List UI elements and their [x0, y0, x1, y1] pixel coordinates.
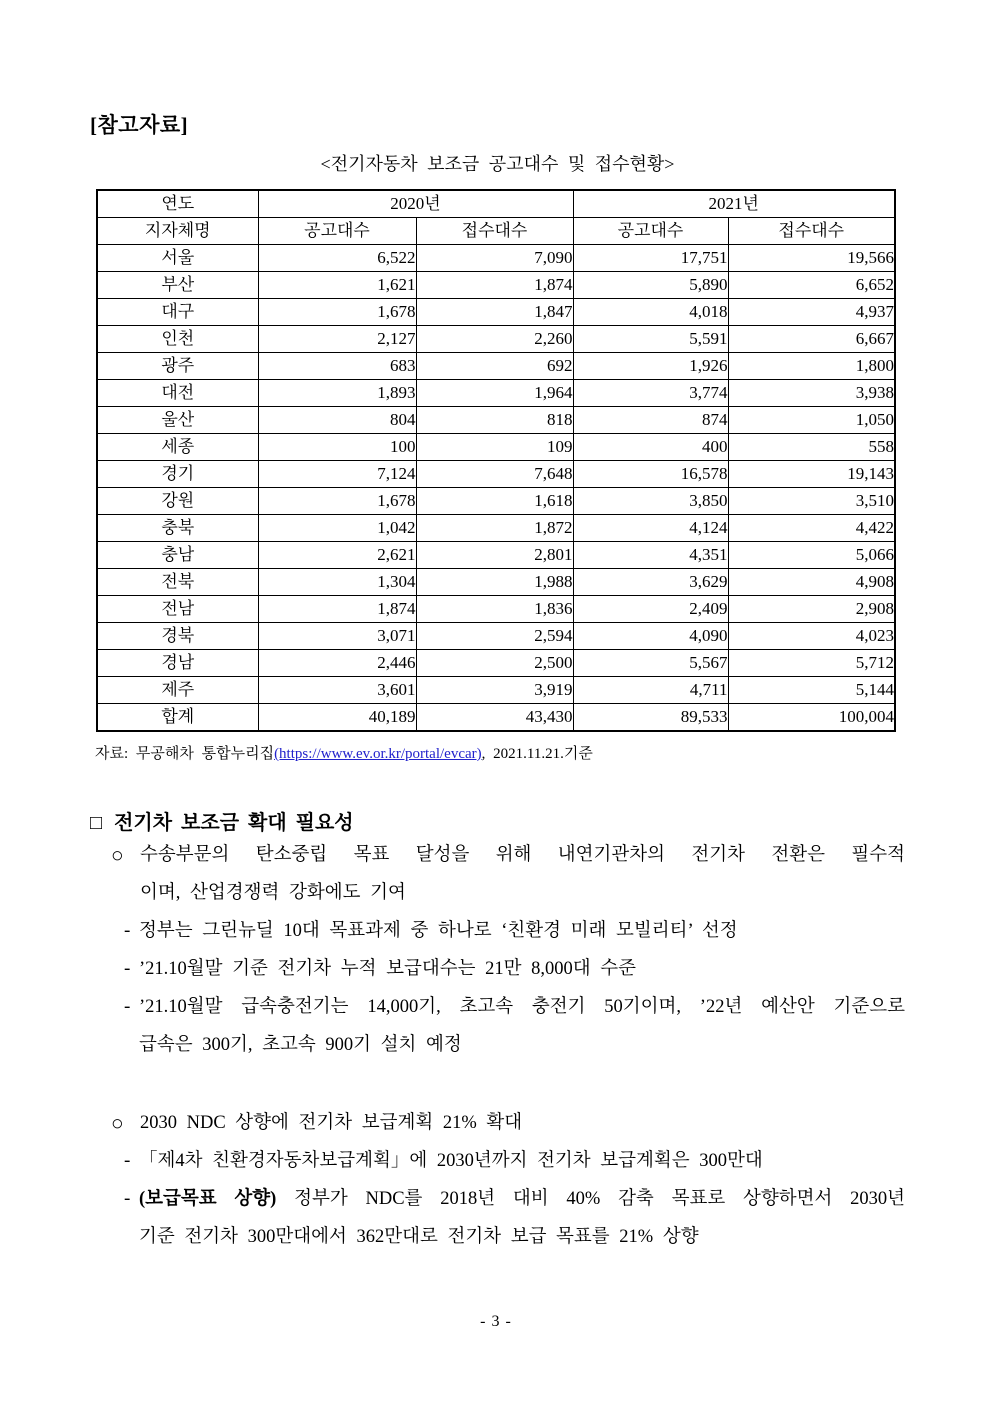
table-row [97, 434, 895, 461]
region-cell: 강원 [97, 488, 258, 515]
value-cell: 5,712 [728, 650, 895, 677]
value-cell: 874 [573, 407, 728, 434]
value-cell: 1,304 [258, 569, 416, 596]
value-cell: 1,678 [258, 488, 416, 515]
value-cell: 4,711 [573, 677, 728, 704]
value-cell: 1,050 [728, 407, 895, 434]
bullet-line: 정부는 그린뉴딜 10대 목표과제 중 하나로 ‘친환경 미래 모빌리티’ 선정 [139, 921, 738, 941]
value-cell: 3,850 [573, 488, 728, 515]
value-cell: 5,591 [573, 326, 728, 353]
value-cell: 2,409 [573, 596, 728, 623]
value-cell: 89,533 [573, 704, 728, 732]
value-cell: 400 [573, 434, 728, 461]
table-header-row-columns [97, 218, 895, 245]
value-cell: 1,926 [573, 353, 728, 380]
value-cell: 4,090 [573, 623, 728, 650]
announced-2020-header-cell: 공고대수 [258, 218, 416, 245]
spacer [90, 1064, 905, 1104]
value-cell: 5,144 [728, 677, 895, 704]
bullet-line [139, 1180, 905, 1218]
text-segment: 정부가 NDC를 2018년 대비 40% 감축 목표로 상향하면서 2030년 [276, 1189, 905, 1209]
square-bullet-icon: □ [90, 812, 103, 834]
value-cell: 5,066 [728, 542, 895, 569]
dash-bullet-icon: - [124, 920, 131, 941]
sub-bullet-item [90, 912, 905, 950]
dash-bullet-icon: - [124, 1150, 131, 1171]
table-row [97, 488, 895, 515]
year-2021-header-cell: 2021년 [573, 190, 895, 218]
value-cell: 109 [416, 434, 573, 461]
value-cell: 100 [258, 434, 416, 461]
value-cell: 1,893 [258, 380, 416, 407]
bullet-line: 이며, 산업경쟁력 강화에도 기여 [140, 883, 406, 903]
value-cell: 19,143 [728, 461, 895, 488]
region-cell: 대구 [97, 299, 258, 326]
value-cell: 2,621 [258, 542, 416, 569]
value-cell: 3,919 [416, 677, 573, 704]
value-cell: 4,937 [728, 299, 895, 326]
value-cell: 4,023 [728, 623, 895, 650]
value-cell: 2,500 [416, 650, 573, 677]
sub-bullet-item [90, 1142, 905, 1180]
table-row [97, 461, 895, 488]
announced-2021-header-cell: 공고대수 [573, 218, 728, 245]
value-cell: 7,124 [258, 461, 416, 488]
table-row [97, 272, 895, 299]
value-cell: 2,594 [416, 623, 573, 650]
value-cell: 1,621 [258, 272, 416, 299]
ev-subsidy-table [96, 189, 896, 732]
value-cell: 1,618 [416, 488, 573, 515]
sub-bullet-item [90, 988, 905, 1064]
bold-segment: (보급목표 상향) [139, 1189, 277, 1209]
value-cell: 2,127 [258, 326, 416, 353]
table-title: <전기자동차 보조금 공고대수 및 접수현황> [320, 154, 675, 174]
received-2021-header-cell: 접수대수 [728, 218, 895, 245]
value-cell: 4,351 [573, 542, 728, 569]
value-cell: 1,964 [416, 380, 573, 407]
sub-bullet-item [90, 950, 905, 988]
table-row [97, 623, 895, 650]
region-cell: 제주 [97, 677, 258, 704]
value-cell: 1,874 [416, 272, 573, 299]
value-cell: 2,260 [416, 326, 573, 353]
value-cell: 3,510 [728, 488, 895, 515]
value-cell: 1,847 [416, 299, 573, 326]
region-cell: 울산 [97, 407, 258, 434]
bullet-line: 「제4차 친환경자동차보급계획」에 2030년까지 전기차 보급계획은 300만대 [139, 1151, 763, 1171]
region-header-cell: 지자체명 [97, 218, 258, 245]
dash-bullet-icon: - [124, 996, 131, 1017]
value-cell: 1,800 [728, 353, 895, 380]
value-cell: 1,836 [416, 596, 573, 623]
value-cell: 7,648 [416, 461, 573, 488]
doc-title: [참고자료] [90, 113, 189, 137]
bullet-line: 기준 전기차 300만대에서 362만대로 전기차 보급 목표를 21% 상향 [139, 1227, 699, 1247]
bullet-line: ’21.10월말 기준 전기차 누적 보급대수는 21만 8,000대 수준 [139, 959, 636, 979]
value-cell: 2,801 [416, 542, 573, 569]
bullet-line: ’21.10월말 급속충전기는 14,000기, 초고속 충전기 50기이며, ’22년 예산안 기준으로 [139, 997, 905, 1017]
source-note [95, 744, 905, 764]
source-suffix: , 2021.11.21.기준 [481, 746, 593, 762]
circle-bullet-icon: ○ [111, 843, 124, 867]
value-cell: 683 [258, 353, 416, 380]
value-cell: 7,090 [416, 245, 573, 272]
value-cell: 1,872 [416, 515, 573, 542]
region-cell: 경기 [97, 461, 258, 488]
table-row [97, 299, 895, 326]
received-2020-header-cell: 접수대수 [416, 218, 573, 245]
table-row [97, 596, 895, 623]
value-cell: 40,189 [258, 704, 416, 732]
value-cell: 692 [416, 353, 573, 380]
section-title: 전기차 보조금 확대 필요성 [114, 812, 354, 834]
bullet-item [90, 836, 905, 912]
table-row [97, 569, 895, 596]
table-row [97, 515, 895, 542]
value-cell: 804 [258, 407, 416, 434]
region-cell: 합계 [97, 704, 258, 732]
value-cell: 4,124 [573, 515, 728, 542]
value-cell: 6,522 [258, 245, 416, 272]
value-cell: 4,422 [728, 515, 895, 542]
value-cell: 3,601 [258, 677, 416, 704]
value-cell: 19,566 [728, 245, 895, 272]
value-cell: 2,446 [258, 650, 416, 677]
table-row [97, 353, 895, 380]
bullet-item [90, 1104, 905, 1142]
region-cell: 경남 [97, 650, 258, 677]
year-header-cell: 연도 [97, 190, 258, 218]
value-cell: 3,774 [573, 380, 728, 407]
source-prefix: 자료: 무공해차 통합누리집 [95, 746, 275, 762]
table-row [97, 245, 895, 272]
value-cell: 6,667 [728, 326, 895, 353]
region-cell: 충북 [97, 515, 258, 542]
table-row [97, 407, 895, 434]
section-header [90, 810, 905, 836]
region-cell: 부산 [97, 272, 258, 299]
page-number: - 3 - [480, 1313, 512, 1330]
value-cell: 4,018 [573, 299, 728, 326]
table-row [97, 326, 895, 353]
dash-bullet-icon: - [124, 958, 131, 979]
value-cell: 5,567 [573, 650, 728, 677]
value-cell: 1,678 [258, 299, 416, 326]
region-cell: 인천 [97, 326, 258, 353]
value-cell: 100,004 [728, 704, 895, 732]
table-row [97, 677, 895, 704]
bullet-line: 급속은 300기, 초고속 900기 설치 예정 [139, 1035, 462, 1055]
region-cell: 충남 [97, 542, 258, 569]
value-cell: 6,652 [728, 272, 895, 299]
year-2020-header-cell: 2020년 [258, 190, 573, 218]
table-row [97, 650, 895, 677]
table-row [97, 542, 895, 569]
table-header-row-years [97, 190, 895, 218]
region-cell: 경북 [97, 623, 258, 650]
value-cell: 1,874 [258, 596, 416, 623]
source-link[interactable]: (https://www.ev.or.kr/portal/evcar) [274, 746, 482, 762]
region-cell: 광주 [97, 353, 258, 380]
circle-bullet-icon: ○ [111, 1111, 124, 1135]
value-cell: 3,938 [728, 380, 895, 407]
value-cell: 17,751 [573, 245, 728, 272]
value-cell: 1,988 [416, 569, 573, 596]
value-cell: 558 [728, 434, 895, 461]
value-cell: 1,042 [258, 515, 416, 542]
value-cell: 5,890 [573, 272, 728, 299]
sub-bullet-item [90, 1180, 905, 1256]
region-cell: 전북 [97, 569, 258, 596]
bullet-line: 수송부문의 탄소중립 목표 달성을 위해 내연기관차의 전기차 전환은 필수적 [140, 845, 905, 865]
region-cell: 대전 [97, 380, 258, 407]
dash-bullet-icon: - [124, 1188, 131, 1209]
value-cell: 818 [416, 407, 573, 434]
bullet-line: 2030 NDC 상향에 전기차 보급계획 21% 확대 [140, 1113, 523, 1133]
value-cell: 3,629 [573, 569, 728, 596]
value-cell: 43,430 [416, 704, 573, 732]
region-cell: 서울 [97, 245, 258, 272]
table-row-total [97, 704, 895, 732]
region-cell: 전남 [97, 596, 258, 623]
table-row [97, 380, 895, 407]
value-cell: 4,908 [728, 569, 895, 596]
region-cell: 세종 [97, 434, 258, 461]
value-cell: 16,578 [573, 461, 728, 488]
value-cell: 3,071 [258, 623, 416, 650]
value-cell: 2,908 [728, 596, 895, 623]
